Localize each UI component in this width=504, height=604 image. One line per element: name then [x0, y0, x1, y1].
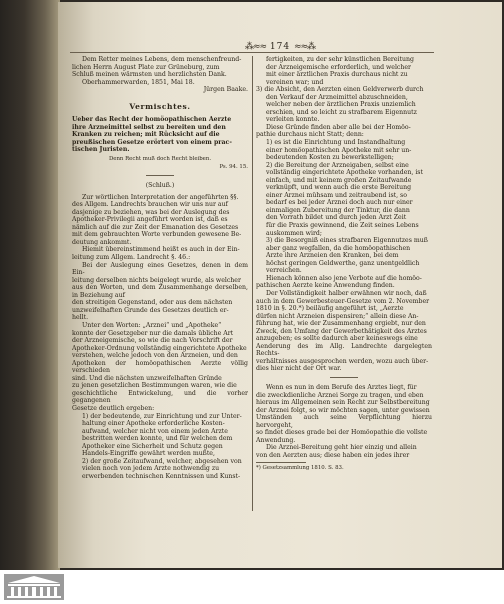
- header-ornament-right: ≈≈⁂: [293, 42, 316, 52]
- text-line: aber ganz wegfallen, da die homöopathischen: [266, 244, 411, 252]
- text-line: Zweck, den Umfang der Gewerbethätigkeit des Arztes: [256, 327, 427, 335]
- text-line: geschichtliche Entwickelung, und die vorher gegangenen: [72, 389, 248, 405]
- text-line: einer homöopathischen Apotheke mit sehr un-: [266, 146, 412, 154]
- text-line: einer Arznei mühsam und zeitraubend ist, so: [266, 191, 407, 199]
- text-line: pathie durchaus nicht Statt; denn:: [256, 131, 364, 139]
- text-line: Apotheker-Privilegii angeführt worden ist, daß es: [72, 216, 228, 224]
- divider: [146, 175, 174, 176]
- text-line: anzugeben; es sollte dadurch aber keineswegs eine: [256, 335, 418, 343]
- text-line: einmaligen Zubereitung der Tinktur, die dann: [266, 206, 410, 214]
- article-body: [72, 194, 248, 413]
- column-divider: [252, 56, 253, 511]
- text-line: Hienach können also jene Verbote auf die homöo-: [266, 274, 422, 282]
- text-line: Gesetze deutlich ergeben:: [72, 404, 155, 412]
- text-line: verleiten konnte.: [266, 116, 320, 124]
- text-line: führung hat, wie der Zusammenhang ergiebt, nur den: [256, 320, 426, 328]
- text-line: konnte der Gesetzgeber nur die damals übliche Art: [72, 329, 234, 337]
- text-line: unzweifelhaften Grunde des Gesetzes deutlich er-: [72, 306, 229, 314]
- text-line: verknüpft, und wenn auch die erste Bereitung: [266, 184, 412, 192]
- text-line: aus den Worten, und dem Zusammenhange derselben, in Beziehung auf: [72, 284, 248, 299]
- text-line: 3) die Besorgniß eines strafbaren Eigennutzes muß: [266, 237, 428, 245]
- text-line: vereinen war; und: [266, 78, 324, 86]
- text-line: bedarf es bei jeder Arznei doch auch nur einer: [266, 199, 413, 207]
- text-line: leitung derselben nichts beigelegt wurde, als welcher: [72, 276, 241, 284]
- text-line: einfach, und mit keinem großen Zeitaufwande: [266, 176, 412, 184]
- text-line: pathischen Aerzte keine Anwendung finden.: [256, 282, 395, 290]
- text-line: deutung ankommt.: [72, 238, 132, 246]
- text-line: mit einer ärztlichen Praxis durchaus nicht zu: [266, 71, 408, 79]
- text-line: hieraus im Allgemeinen sein Recht zur Selbstbereitung: [256, 399, 430, 407]
- title-line: preußischen Gesetze erörtert von einem prac-: [72, 138, 232, 146]
- text-line: Wenn es nun in dem Berufe des Arztes liegt, für: [266, 383, 417, 391]
- text-line: des Allgem. Landrechts brauchen wir uns nur auf: [72, 201, 228, 209]
- text-line: mit dem gebrauchten Worte verbunden gewesene Be-: [72, 231, 242, 239]
- text-line: 1810 in §. 20.*) beiläufig angeführt ist, „Aerzte: [256, 305, 404, 313]
- signature: Jürgen Baake.: [203, 86, 248, 94]
- text-line: Hiemit übereinstimmend heißt es auch in der Ein-: [82, 246, 240, 254]
- section-heading: Vermischtes.: [129, 101, 191, 111]
- text-line: leitung zum Allgem. Landrecht §. 46.:: [72, 254, 191, 262]
- footnote: *) Gesetzsammlung 1810. S. 83.: [256, 465, 344, 472]
- footnote-rule: [256, 462, 306, 463]
- text-line: Diese Gründe finden aber alle bei der Homöo-: [266, 123, 411, 131]
- closing-paragraph: [256, 384, 432, 459]
- text-line: den streitigen Gegenstand, oder aus dem nächsten: [72, 299, 233, 307]
- list-item: aufwand, welcher nicht von einem jeden Arzte: [82, 427, 228, 435]
- place-date: Oberhammerwarden, 1851, Mai 18.: [82, 78, 195, 86]
- text-line: der Arzneigemische, so wie die nach Vorschrift der: [72, 337, 233, 345]
- text-line: Aenderung des im Allg. Landrechte dargelegten Rechts-: [256, 342, 432, 358]
- list-item: Apotheker eine Sicherheit und Schutz gegen: [82, 442, 223, 450]
- list-item: Handels-Eingriffe gewährt werden mußte,: [82, 450, 215, 458]
- page-number: 174: [269, 42, 291, 52]
- text-line: Apotheker-Ordnung vollständig eingerichtete Apotheke: [72, 344, 247, 352]
- text-line: bedeutenden Kosten zu bewerkstelligen;: [266, 154, 394, 162]
- header-rule: [70, 52, 434, 53]
- text-line: Apotheken der homöopathischen Aerzte völlig verschieden: [72, 359, 248, 375]
- text-line: den Vorrath bildet und durch jeden Arzt Zeit: [266, 214, 407, 222]
- list-item: erwerbenden technischen Kenntnissen und Kunst-: [82, 472, 241, 480]
- text-line: verhältnisses ausgesprochen werden, wozu auch über-: [256, 357, 429, 365]
- epigraph: Denn Recht muß doch Recht bleiben.: [108, 156, 212, 163]
- epigraph-reference: Ps. 94. 15.: [219, 163, 248, 170]
- text-line: Umständen auch seine Verpflichtung hierzu hervorgeht,: [256, 414, 432, 429]
- text-line: 2) die Bereitung der Arzneigaben, selbst eine: [266, 161, 409, 169]
- text-line: dies hier nicht der Ort war.: [256, 365, 342, 373]
- title-line: Ueber das Recht der homöopathischen Aerzte: [72, 116, 232, 124]
- title-line: tischen Juristen.: [72, 146, 130, 154]
- list-item: haltung einer Apotheke erforderliche Kosten-: [82, 420, 225, 428]
- intro-text: [72, 56, 248, 79]
- text-line: 3) die Absicht, den Aerzten einen Geldverwerb durch: [256, 86, 424, 94]
- text-line: Unter den Worten: „Arznei“ und „Apotheke“: [82, 321, 222, 329]
- right-column: [256, 56, 432, 473]
- text-line: Schluß meinen wärmsten und herzlichsten Dank.: [72, 71, 227, 79]
- book-gutter: [0, 0, 60, 570]
- text-line: auskommen wird;: [266, 229, 322, 237]
- continuation-note: (Schluß.): [145, 182, 175, 190]
- article-title: [72, 116, 248, 154]
- text-line: fertigkeiten, zu der sehr künstlichen Bereitung: [266, 56, 414, 63]
- list-item: 1) der bedeutende, zur Einrichtung und zur Unter-: [82, 412, 242, 420]
- text-line: dasjenige zu beziehen, was bei der Auslegung des: [72, 208, 230, 216]
- numbered-list: [72, 413, 248, 481]
- text-line: verreichen.: [266, 267, 302, 275]
- text-line: sind. Und die nächsten unzweifelhaften Gründe: [72, 374, 222, 382]
- text-line: vollständig eingerichtete Apotheke vorhanden, ist: [266, 169, 423, 177]
- text-line: lichen Herrn August Plate zur Grüneburg, zum: [72, 63, 220, 71]
- text-line: Arzte ihre Arzneien den Kranken, bei dem: [266, 252, 399, 260]
- text-line: zu jenen gesetzlichen Bestimmungen waren, wie die: [72, 382, 237, 390]
- text-line: dürfen nicht Arzneien dispensiren;“ allein diese An-: [256, 312, 419, 320]
- text-line: der Arznei folgt, so wir möchten sagen, unter gewissen: [256, 406, 430, 414]
- text-line: von den Aerzten aus; diese haben ein jedes ihrer: [256, 451, 410, 459]
- text-line: die zweckdienliche Arznei Sorge zu tragen, und eben: [256, 391, 424, 399]
- text-line: nämlich auf die zur Zeit der Emanation des Gesetzes: [72, 223, 239, 231]
- text-line: 1) es ist die Einrichtung und Instandhaltung: [266, 139, 406, 147]
- text-line: Die Arznei-Bereitung geht hier einzig und allein: [266, 444, 417, 452]
- list-item: vielen noch von jedem Arzte nothwendig zu: [82, 465, 220, 473]
- viewer-footer: [0, 571, 504, 603]
- list-item: bestritten werden konnte, und für welchen dem: [82, 435, 233, 443]
- list-item: 2) der große Zeitaufwand, welcher, abgesehen von: [82, 457, 242, 465]
- text-line: erschien, und so leicht zu strafbarem Eigennutz: [266, 108, 417, 116]
- right-body: [256, 56, 432, 373]
- text-line: hellt.: [72, 314, 89, 322]
- divider: [330, 377, 358, 378]
- text-line: Der Vollständigkeit halber erwähnen wir noch, daß: [266, 289, 427, 297]
- text-line: so findet dieses grade bei der Homöopathie die vollste: [256, 429, 428, 437]
- text-line: den Verkauf der Arzneimittel abzuschneiden,: [266, 93, 408, 101]
- left-column: [72, 56, 248, 480]
- library-building-logo-icon: [4, 574, 64, 600]
- text-line: für die Praxis gewinnend, die Zeit seines Lebens: [266, 222, 419, 230]
- text-line: auch in dem Gewerbesteuer-Gesetze vom 2. November: [256, 297, 430, 305]
- text-line: Zur wörtlichen Interpretation der angeführten §§.: [82, 193, 239, 201]
- title-line: Kranken zu reichen; mit Rücksicht auf die: [72, 131, 220, 139]
- page-header: [58, 42, 502, 52]
- text-line: Anwendung.: [256, 436, 296, 444]
- text-line: höchst geringen Geldwerthe, ganz unentgeldlich: [266, 259, 420, 267]
- header-ornament-left: ⁂≈≈: [244, 42, 267, 52]
- text-line: der Arzneigemische erforderlich, und welcher: [266, 63, 412, 71]
- text-line: Bei der Auslegung eines Gesetzes, denen in dem Ein-: [72, 261, 248, 277]
- text-line: welcher neben der ärztlichen Praxis unziemlich: [266, 101, 416, 109]
- text-line: Dem Retter meines Lebens, dem menschenfreund-: [82, 56, 242, 63]
- title-line: ihre Arzneimittel selbst zu bereiten und den: [72, 123, 226, 131]
- text-line: verstehen, welche jedoch von den Arzneien, und den: [72, 352, 238, 360]
